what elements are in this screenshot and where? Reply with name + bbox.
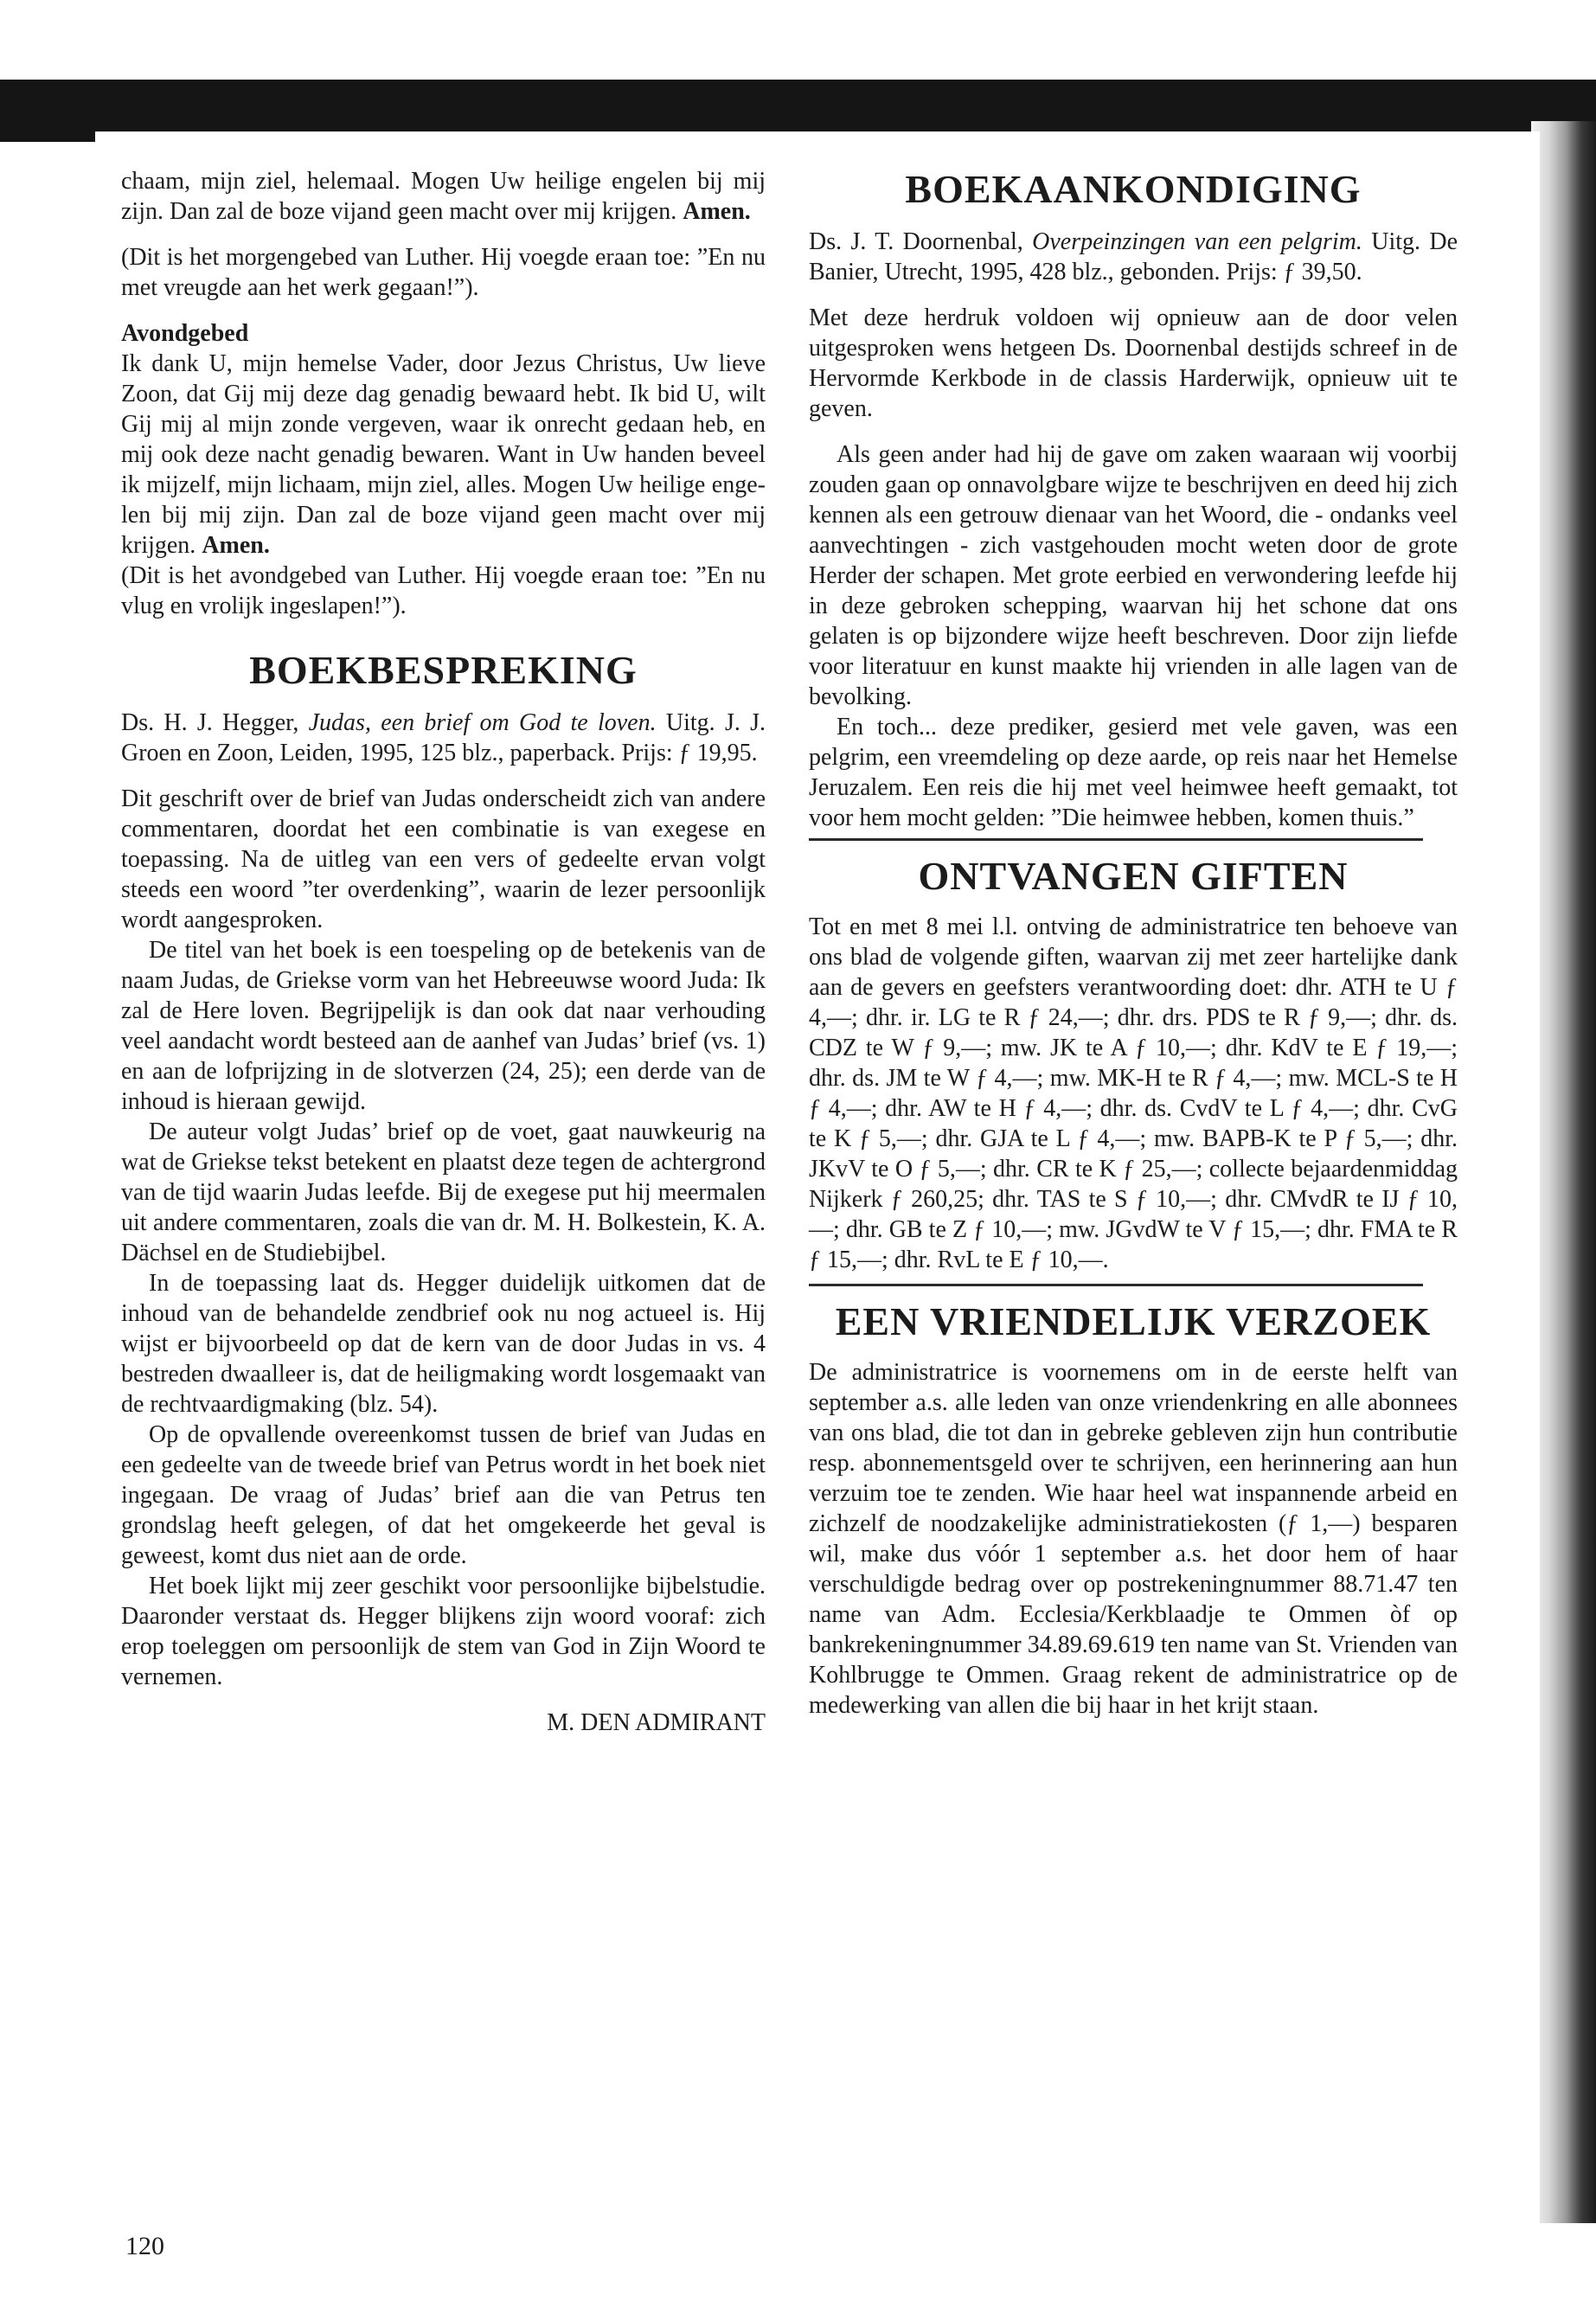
- gifts-body: Tot en met 8 mei l.l. ontving de administratrice ten behoeve van ons blad de volgende giften, waarvan zij met zeer hartelijke dank aan de gevers en geefsters verantwoording doet: dhr. ATH te U ƒ 4,—; dhr. ir. LG te R ƒ 24,—; dhr. drs. PDS te R ƒ 9,—; dhr. ds. CDZ te W ƒ 9,—; mw. JK te A ƒ 10,—; dhr. KdV te E ƒ 19,—; dhr. ds. JM te W ƒ 4,—; mw. MK-H te R ƒ 4,—; mw. MCL-S te H ƒ 4,—; dhr. AW te H ƒ 4,—; dhr. ds. CvdV te L ƒ 4,—; dhr. CvG te K ƒ 5,—; dhr. GJA te L ƒ 4,—; mw. BAPB-K te P ƒ 5,—; dhr. JKvV te O ƒ 5,—; dhr. CR te K ƒ 25,—; collecte bejaardenmiddag Nijkerk ƒ 260,25; dhr. TAS te S ƒ 10,—; dhr. CMvdR te IJ ƒ 10,—; dhr. GB te Z ƒ 10,—; mw. JGvdW te V ƒ 15,—; dhr. FMA te R ƒ 15,—; dhr. RvL te E ƒ 10,—.: [809, 913, 1458, 1273]
- section-divider: [809, 1284, 1423, 1286]
- section-divider: [809, 838, 1423, 841]
- review-paragraph: Op de opvallende overeenkomst tussen de brief van Judas en een gedeelte van de tweede brief van Petrus wordt in het boek niet ingegaan. De vraag of Judas’ brief aan die van Petrus ten grondslag heeft gelegen, of dat het omgekeerde het geval is geweest, komt dus niet aan de orde.: [121, 1421, 766, 1569]
- review-paragraph: De auteur volgt Judas’ brief op de voet, gaat nauwkeurig na wat de Griekse tekst betekent en plaatst deze tegen de achtergrond van de tijd waarin Judas leefde. Bij de exegese put hij meermalen uit andere commentaren, zoals die van dr. M. H. Bolkestein, K. A. Dächsel en de Studiebijbel.: [121, 1118, 766, 1266]
- scan-binding-edge: [1531, 121, 1596, 2223]
- evening-prayer-heading: Avondgebed: [121, 320, 249, 347]
- magazine-page: [95, 131, 1540, 2260]
- amen-text: Amen.: [202, 532, 270, 559]
- right-column: [809, 166, 1458, 1721]
- left-column: [121, 166, 766, 1738]
- book-review-reference: Ds. H. J. Hegger, Judas, een brief om God te loven. Uitg. J. J. Groen en Zoon, Leiden, 1995, 125 blz., paperback. Prijs: ƒ 19,95.: [121, 709, 766, 766]
- amen-text: Amen.: [683, 198, 751, 225]
- review-paragraph: In de toepassing laat ds. Hegger duidelijk uitkomen dat de inhoud van de behandelde zendbrief ook nu nog actueel is. Hij wijst er bijvoorbeeld op dat de kern van de door Judas in vs. 4 bestreden dwaalleer is, dat de heiligmaking wordt losgemaakt van de rechtvaardigmaking (blz. 54).: [121, 1270, 766, 1418]
- prayer-continuation: chaam, mijn ziel, helemaal. Mogen Uw heilige engelen bij mij zijn. Dan zal de boze vijand geen macht over mij krijgen. Amen.: [121, 168, 766, 225]
- request-heading: EEN VRIENDELIJK VERZOEK: [835, 1299, 1432, 1343]
- evening-prayer-body: Ik dank U, mijn hemelse Vader, door Jezus Christus, Uw lieve Zoon, dat Gij mij deze dag genadig bewaard hebt. Ik bid U, wilt Gij mij al mijn zonde vergeven, waar ik onrecht gedaan heb, en mij ook deze nacht genadig bewaren. Want in Uw handen beveel ik mijzelf, mijn lichaam, mijn ziel, alles. Mogen Uw heilige engelen bij mij zijn. Dan zal de boze vijand geen macht over mij krijgen. Amen.: [121, 350, 766, 559]
- book-announcement-heading: BOEKAANKONDIGING: [905, 167, 1362, 211]
- review-paragraph: De titel van het boek is een toespeling op de betekenis van de naam Judas, de Griekse vorm van het Hebreeuwse woord Juda: Ik zal de Here loven. Begrijpelijk is dan ook dat naar verhouding veel aandacht wordt besteed aan de aanhef van Judas’ brief (vs. 1) en aan de lofprijzing in de slotverzen (24, 25); een derde van de inhoud is hieraan gewijd.: [121, 937, 766, 1115]
- gifts-heading: ONTVANGEN GIFTEN: [918, 854, 1349, 898]
- request-body: De administratrice is voornemens om in de eerste helft van september a.s. alle leden van onze vriendenkring en alle abonnees van ons blad, die tot dan in gebreke gebleven zijn hun contributie resp. abonnementsgeld over te schrijven, een herinnering aan hun verzuim toe te zenden. Wie haar heel wat inspannende arbeid en zichzelf de noodzakelijke administratiekosten (ƒ 1,—) besparen wil, make dus vóór 1 september a.s. het door hem of haar verschuldigde bedrag over op postrekeningnummer 88.71.47 ten name van Adm. Ecclesia/Kerkblaadje te Ommen òf op bankrekeningnummer 34.89.69.619 ten name van St. Vrienden van Kohlbrugge te Ommen. Graag rekent de administratrice op de medewerking van allen die bij haar in het krijt staan.: [809, 1359, 1458, 1719]
- announcement-paragraph: Met deze herdruk voldoen wij opnieuw aan de door velen uitgesproken wens hetgeen Ds. Doornenbal destijds schreef in de Hervormde Kerkbode in de classis Harderwijk, opnieuw uit te geven.: [809, 304, 1458, 422]
- announcement-paragraph: En toch... deze prediker, gesierd met vele gaven, was een pelgrim, een vreemdeling op deze aarde, op reis naar het Hemelse Jeruzalem. Een reis die hij met veel heimwee heeft gemaakt, tot voor hem mocht gelden: ”Die heimwee hebben, komen thuis.”: [809, 714, 1458, 831]
- review-paragraph: Dit geschrift over de brief van Judas onderscheidt zich van andere commentaren, doordat het een combinatie is van exegese en toepassing. Na de uitleg van een vers of gedeelte ervan volgt steeds een woord ”ter overdenking”, waarin de lezer persoonlijk wordt aangesproken.: [121, 785, 766, 933]
- book-title: Judas, een brief om God te loven.: [308, 709, 657, 736]
- review-signature: M. DEN ADMIRANT: [547, 1709, 766, 1736]
- book-title: Overpeinzingen van een pelgrim.: [1032, 228, 1362, 255]
- announcement-reference: Ds. J. T. Doornenbal, Overpeinzingen van een pelgrim. Uitg. De Banier, Utrecht, 1995, 428 blz., gebonden. Prijs: ƒ 39,50.: [809, 228, 1458, 285]
- book-review-heading: BOEKBESPREKING: [249, 648, 638, 692]
- page-number: 120: [125, 2232, 164, 2260]
- evening-prayer-note: (Dit is het avondgebed van Luther. Hij voegde eraan toe: ”En nu vlug en vrolijk ingeslapen!”).: [121, 562, 766, 619]
- announcement-paragraph: Als geen ander had hij de gave om zaken waaraan wij voorbij zouden gaan op onnavolgbare wijze te beschrijven en deed hij zich kennen als een getrouw dienaar van het Woord, die - ondanks veel aanvechtingen - zich vastgehouden mocht weten door de grote Herder der schapen. Met grote eerbied en verwondering leefde hij in deze gebroken schepping, waarvan hij het schone dat ons gelaten is op bijzondere wijze heeft beschreven. Door zijn liefde voor literatuur en kunst maakte hij vrienden in alle lagen van de bevolking.: [809, 441, 1458, 710]
- morning-prayer-note: (Dit is het morgengebed van Luther. Hij voegde eraan toe: ”En nu met vreugde aan het werk gegaan!”).: [121, 244, 766, 301]
- review-paragraph: Het boek lijkt mij zeer geschikt voor persoonlijke bijbelstudie. Daaronder verstaat ds. Hegger blijkens zijn woord vooraf: zich erop toeleggen om persoonlijk de stem van God in Zijn Woord te vernemen.: [121, 1573, 766, 1690]
